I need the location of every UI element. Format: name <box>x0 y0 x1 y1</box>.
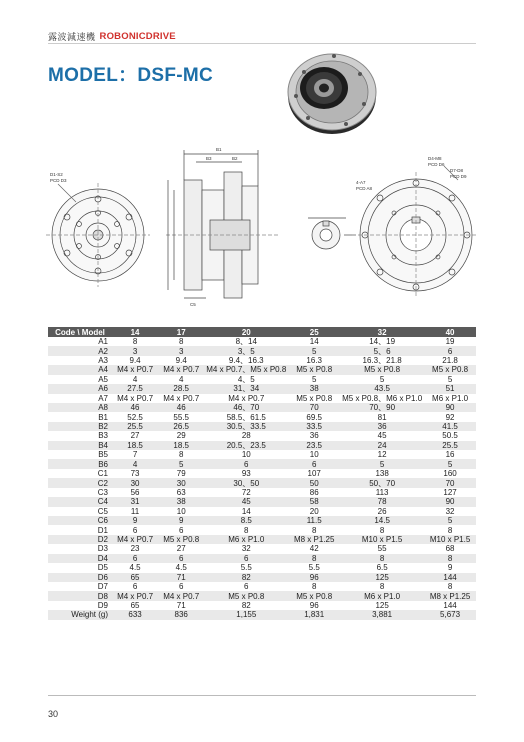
table-cell: 65 <box>112 573 158 582</box>
table-cell: 20 <box>309 506 319 516</box>
table-cell: 6.5 <box>376 563 388 573</box>
header-model-17: 17 <box>158 327 204 337</box>
table-cell: 4 <box>178 374 184 384</box>
table-cell: 5.5 <box>308 563 320 573</box>
table-row-code: C1 <box>97 469 108 479</box>
table-row-code: A4 <box>48 365 112 374</box>
table-row-code: B4 <box>48 441 112 450</box>
table-cell: 5、6 <box>340 346 424 355</box>
table-cell: M10 x P1.5 <box>340 535 424 544</box>
table-row <box>48 394 476 403</box>
table-cell: 4 <box>132 374 138 384</box>
table-cell: 5 <box>288 346 340 355</box>
table-row-code: D3 <box>97 544 108 554</box>
table-cell: 58 <box>288 497 340 506</box>
table-cell: M5 x P0.8 <box>296 393 333 403</box>
table-cell: M6 x P1.0 <box>432 393 469 403</box>
table-row <box>48 507 476 516</box>
table-cell: 51 <box>424 384 476 393</box>
table-cell: 16.3、21.8 <box>362 356 402 366</box>
table-cell: 45 <box>377 431 387 441</box>
table-cell: 30 <box>112 478 158 487</box>
page-number: 30 <box>48 709 59 719</box>
table-cell: 70 <box>424 478 476 487</box>
table-cell: 27.5 <box>112 384 158 393</box>
table-row-code: B3 <box>98 431 108 441</box>
table-cell: 5 <box>447 374 453 384</box>
table-row-code: C5 <box>97 506 108 516</box>
table-row <box>48 573 476 582</box>
table-cell: 32 <box>445 506 455 516</box>
table-cell: 14.5 <box>340 516 424 525</box>
table-cell: 8 <box>178 337 184 347</box>
table-row <box>48 563 476 572</box>
table-cell: 43.5 <box>340 384 424 393</box>
table-row-code: D7 <box>97 582 108 592</box>
label-4-a7: 4-A7 <box>356 180 366 185</box>
table-cell: 46 <box>158 403 204 412</box>
table-cell: 11 <box>130 506 140 516</box>
header-model-25: 25 <box>288 327 340 337</box>
table-row-code: Weight (g) <box>48 610 112 619</box>
table-row-code: B1 <box>98 412 108 422</box>
table-cell: 9.4 <box>129 356 141 366</box>
table-cell: 6 <box>424 346 476 355</box>
table-cell: 31、34 <box>204 384 288 393</box>
table-cell: M8 x P1.25 <box>288 535 340 544</box>
table-row <box>48 497 476 506</box>
table-cell: 8 <box>447 582 453 592</box>
table-cell: 8 <box>132 337 138 347</box>
table-row-code: A7 <box>98 393 108 403</box>
table-cell: 56 <box>130 487 140 497</box>
table-row-code: C4 <box>48 497 112 506</box>
table-cell: 8.5 <box>204 516 288 525</box>
table-cell: 63 <box>176 487 186 497</box>
table-cell: M4 x P0.7 <box>228 393 265 403</box>
table-cell: M10 x P1.5 <box>424 535 476 544</box>
table-cell: 3、5 <box>204 346 288 355</box>
label-d4-m8: D4-M8 <box>428 156 442 161</box>
table-row-code: C6 <box>48 516 112 525</box>
table-cell: 138 <box>375 469 389 479</box>
table-cell: M4 x P0.7 <box>158 591 204 600</box>
table-cell: 26 <box>377 506 387 516</box>
table-cell: 30.5、33.5 <box>204 422 288 431</box>
table-cell: 38 <box>158 497 204 506</box>
table-cell: 10 <box>176 506 186 516</box>
table-cell: 14、19 <box>369 337 396 347</box>
footer-divider <box>48 695 476 696</box>
table-cell: 73 <box>130 469 140 479</box>
table-row <box>48 535 476 544</box>
technical-drawings <box>46 140 478 320</box>
table-cell: 3 <box>112 346 158 355</box>
table-cell: 9.4 <box>175 356 187 366</box>
table-cell: 46、70 <box>204 403 288 412</box>
header-model-40: 40 <box>424 327 476 337</box>
table-cell: M4 x P0.7 <box>158 365 204 374</box>
table-cell: 6 <box>132 525 138 535</box>
table-cell: 9 <box>447 563 453 573</box>
table-row <box>48 356 476 365</box>
table-row-code: D8 <box>48 591 112 600</box>
table-cell: 6 <box>112 554 158 563</box>
table-cell: 41.5 <box>424 422 476 431</box>
side-section-view <box>166 150 278 298</box>
table-row <box>48 544 476 553</box>
table-cell: 28.5 <box>158 384 204 393</box>
table-cell: M5 x P0.8 <box>424 365 476 374</box>
table-cell: 8 <box>340 554 424 563</box>
table-cell: 52.5 <box>127 412 143 422</box>
table-cell: 5 <box>379 374 385 384</box>
table-cell: 14 <box>309 337 319 347</box>
table-cell: 5 <box>340 459 424 468</box>
table-row <box>48 525 476 534</box>
table-cell: 78 <box>340 497 424 506</box>
table-cell: 8 <box>379 582 385 592</box>
header-model-14: 14 <box>112 327 158 337</box>
table-cell: 92 <box>445 412 455 422</box>
table-cell: 5.5 <box>240 563 252 573</box>
table-cell: 6 <box>158 554 204 563</box>
table-cell: 8 <box>311 525 317 535</box>
table-cell: 65 <box>130 601 140 611</box>
table-cell: M5 x P0.8 <box>158 535 204 544</box>
table-cell: 1,831 <box>288 610 340 619</box>
table-row <box>48 441 476 450</box>
table-cell: 127 <box>443 487 457 497</box>
table-cell: 70 <box>288 403 340 412</box>
page-title: MODEL：DSF-MC <box>48 65 214 86</box>
table-cell: 8 <box>447 525 453 535</box>
table-row-code: B2 <box>48 422 112 431</box>
table-cell: M4 x P0.7 <box>112 365 158 374</box>
table-cell: 14 <box>241 506 251 516</box>
label-d7-d8: D7-D8 <box>450 168 464 173</box>
table-row-code: D4 <box>48 554 112 563</box>
table-cell: 6 <box>132 582 138 592</box>
table-cell: 7 <box>132 450 138 460</box>
table-cell: M8 x P1.25 <box>424 591 476 600</box>
table-cell: 6 <box>178 582 184 592</box>
table-cell: 11.5 <box>288 516 340 525</box>
table-cell: 79 <box>176 469 186 479</box>
table-row-code: D6 <box>48 573 112 582</box>
table-row <box>48 375 476 384</box>
table-cell: 8 <box>311 582 317 592</box>
label-pcd-a8: PCD A8 <box>356 186 373 191</box>
table-cell: M6 x P1.0 <box>340 591 424 600</box>
table-cell: 836 <box>158 610 204 619</box>
table-cell: 6 <box>244 582 249 592</box>
table-cell: 21.8 <box>442 356 458 366</box>
table-row <box>48 346 476 355</box>
brand-chinese-name: 露波減速機 <box>48 32 96 42</box>
table-cell: 19 <box>445 337 455 347</box>
table-row-code: A3 <box>98 356 108 366</box>
table-row <box>48 337 476 346</box>
table-cell: 113 <box>375 487 389 497</box>
table-cell: 5 <box>158 459 204 468</box>
table-cell: 10 <box>309 450 319 460</box>
table-row-code: A8 <box>48 403 112 412</box>
table-cell: M4 x P0.7 <box>117 393 154 403</box>
table-cell: 71 <box>158 573 204 582</box>
table-cell: 8 <box>288 554 340 563</box>
label-c5: C5 <box>190 302 196 307</box>
table-cell: M4 x P0.7 <box>112 591 158 600</box>
product-photo <box>284 44 380 138</box>
table-cell: 6 <box>204 459 288 468</box>
table-cell: 55.5 <box>173 412 189 422</box>
table-cell: 125 <box>340 573 424 582</box>
table-cell: 9 <box>158 516 204 525</box>
table-row <box>48 582 476 591</box>
table-cell: 50 <box>288 478 340 487</box>
brand-header <box>48 30 176 43</box>
table-cell: 36 <box>309 431 319 441</box>
table-row <box>48 516 476 525</box>
table-cell: 25.5 <box>424 441 476 450</box>
table-cell: 5 <box>311 374 317 384</box>
table-cell: 70、90 <box>340 403 424 412</box>
table-cell: M4 x P0.7 <box>163 393 200 403</box>
table-row <box>48 412 476 421</box>
table-cell: 6 <box>178 525 184 535</box>
table-cell: M5 x P0.8 <box>288 591 340 600</box>
table-row <box>48 403 476 412</box>
table-cell: M4 x P0.7、M5 x P0.8 <box>206 365 287 375</box>
table-cell: 32 <box>241 544 251 554</box>
table-cell: 107 <box>307 469 321 479</box>
table-row-code: A5 <box>98 374 108 384</box>
table-cell: 55 <box>377 544 387 554</box>
table-cell: 4.5 <box>175 563 187 573</box>
table-row <box>48 554 476 563</box>
table-cell: 160 <box>443 469 457 479</box>
table-cell: 50、70 <box>340 478 424 487</box>
table-cell: 18.5 <box>158 441 204 450</box>
label-b1: B1 <box>216 147 222 152</box>
table-cell: 71 <box>176 601 186 611</box>
table-cell: 4、5 <box>237 374 255 384</box>
header-model-32: 32 <box>340 327 424 337</box>
table-cell: 633 <box>112 610 158 619</box>
table-cell: 90 <box>424 497 476 506</box>
table-row <box>48 422 476 431</box>
table-row <box>48 459 476 468</box>
table-cell: 3,881 <box>340 610 424 619</box>
table-row <box>48 488 476 497</box>
table-cell: M5 x P0.8 <box>204 591 288 600</box>
label-b3: B3 <box>206 156 212 161</box>
table-cell: 29 <box>176 431 186 441</box>
table-cell: 9 <box>112 516 158 525</box>
table-cell: 24 <box>340 441 424 450</box>
table-cell: 25.5 <box>112 422 158 431</box>
table-row <box>48 365 476 374</box>
table-cell: 81 <box>377 412 387 422</box>
table-cell: M6 x P1.0 <box>204 535 288 544</box>
header-code-model: Code \ Model <box>48 327 112 337</box>
table-row-code: A1 <box>98 337 108 347</box>
table-cell: 5 <box>424 516 476 525</box>
table-row-code: D1 <box>97 525 108 535</box>
table-cell: 96 <box>309 601 319 611</box>
label-b2: B2 <box>232 156 238 161</box>
table-cell: 86 <box>309 487 319 497</box>
label-d1-s2: D1-S2 <box>50 172 63 177</box>
table-row <box>48 591 476 600</box>
table-header-row <box>48 327 476 337</box>
shaft-detail <box>308 218 356 249</box>
table-cell: 93 <box>241 469 251 479</box>
table-cell: 90 <box>424 403 476 412</box>
label-pcd-d3: PCD D3 <box>50 178 67 183</box>
table-cell: 26.5 <box>158 422 204 431</box>
table-cell: 1,155 <box>204 610 288 619</box>
table-row-code: B6 <box>48 459 112 468</box>
table-cell: 31 <box>112 497 158 506</box>
brand-logo-text: ROBONICDRIVE <box>99 31 176 42</box>
table-row <box>48 431 476 440</box>
table-cell: 16.3 <box>306 356 322 366</box>
table-cell: 144 <box>443 601 457 611</box>
header-model-20: 20 <box>204 327 288 337</box>
table-row-code: D5 <box>97 563 108 573</box>
table-cell: 8 <box>379 525 385 535</box>
table-row <box>48 384 476 393</box>
table-cell: 45 <box>204 497 288 506</box>
table-row <box>48 469 476 478</box>
table-row-code: C2 <box>48 478 112 487</box>
table-cell: 5,673 <box>424 610 476 619</box>
table-row-code: B5 <box>98 450 108 460</box>
table-cell: 12 <box>377 450 387 460</box>
table-cell: M5 x P0.8、M6 x P1.0 <box>342 393 423 403</box>
table-cell: M5 x P0.8 <box>288 365 340 374</box>
table-row <box>48 610 476 619</box>
table-cell: 30 <box>158 478 204 487</box>
header-divider <box>48 43 476 44</box>
label-pcd-d9: PCD D9 <box>450 174 467 179</box>
table-cell: M4 x P0.7 <box>112 535 158 544</box>
table-cell: 33.5 <box>288 422 340 431</box>
table-cell: 82 <box>241 601 251 611</box>
table-cell: 72 <box>241 487 251 497</box>
table-cell: 82 <box>204 573 288 582</box>
table-cell: 28 <box>241 431 251 441</box>
table-cell: 4.5 <box>129 563 141 573</box>
table-cell: 4 <box>112 459 158 468</box>
label-pcd-d6: PCD D6 <box>428 162 445 167</box>
spec-table <box>48 327 476 620</box>
table-cell: 30、50 <box>204 478 288 487</box>
table-cell: 46 <box>112 403 158 412</box>
front-view-left <box>46 183 150 287</box>
table-cell: 23 <box>130 544 140 554</box>
table-cell: 68 <box>445 544 455 554</box>
table-row <box>48 601 476 610</box>
table-cell: M5 x P0.8 <box>340 365 424 374</box>
table-cell: 8、14 <box>235 337 257 347</box>
table-cell: 16 <box>445 450 455 460</box>
table-cell: 58.5、61.5 <box>226 412 266 422</box>
table-cell: 3 <box>158 346 204 355</box>
table-cell: 6 <box>204 554 288 563</box>
table-cell: 27 <box>130 431 140 441</box>
table-cell: 144 <box>424 573 476 582</box>
table-cell: 8 <box>244 525 249 535</box>
table-cell: 23.5 <box>288 441 340 450</box>
table-cell: 18.5 <box>112 441 158 450</box>
table-row-code: A2 <box>48 346 112 355</box>
table-cell: 9.4、16.3 <box>228 356 264 366</box>
table-row-code: D2 <box>48 535 112 544</box>
table-cell: 6 <box>288 459 340 468</box>
table-cell: 8 <box>178 450 184 460</box>
table-row-code: A6 <box>48 384 112 393</box>
table-row-code: D9 <box>97 601 108 611</box>
table-cell: 5 <box>424 459 476 468</box>
table-body <box>48 337 476 620</box>
table-row <box>48 478 476 487</box>
table-cell: 50.5 <box>442 431 458 441</box>
table-row-code: C3 <box>97 487 108 497</box>
table-cell: 42 <box>309 544 319 554</box>
table-cell: 36 <box>340 422 424 431</box>
table-cell: 125 <box>375 601 389 611</box>
table-row <box>48 450 476 459</box>
table-cell: 20.5、23.5 <box>204 441 288 450</box>
table-cell: 8 <box>424 554 476 563</box>
table-cell: 69.5 <box>306 412 322 422</box>
table-cell: 27 <box>176 544 186 554</box>
table-cell: 10 <box>241 450 251 460</box>
table-cell: 96 <box>288 573 340 582</box>
table-cell: 38 <box>288 384 340 393</box>
